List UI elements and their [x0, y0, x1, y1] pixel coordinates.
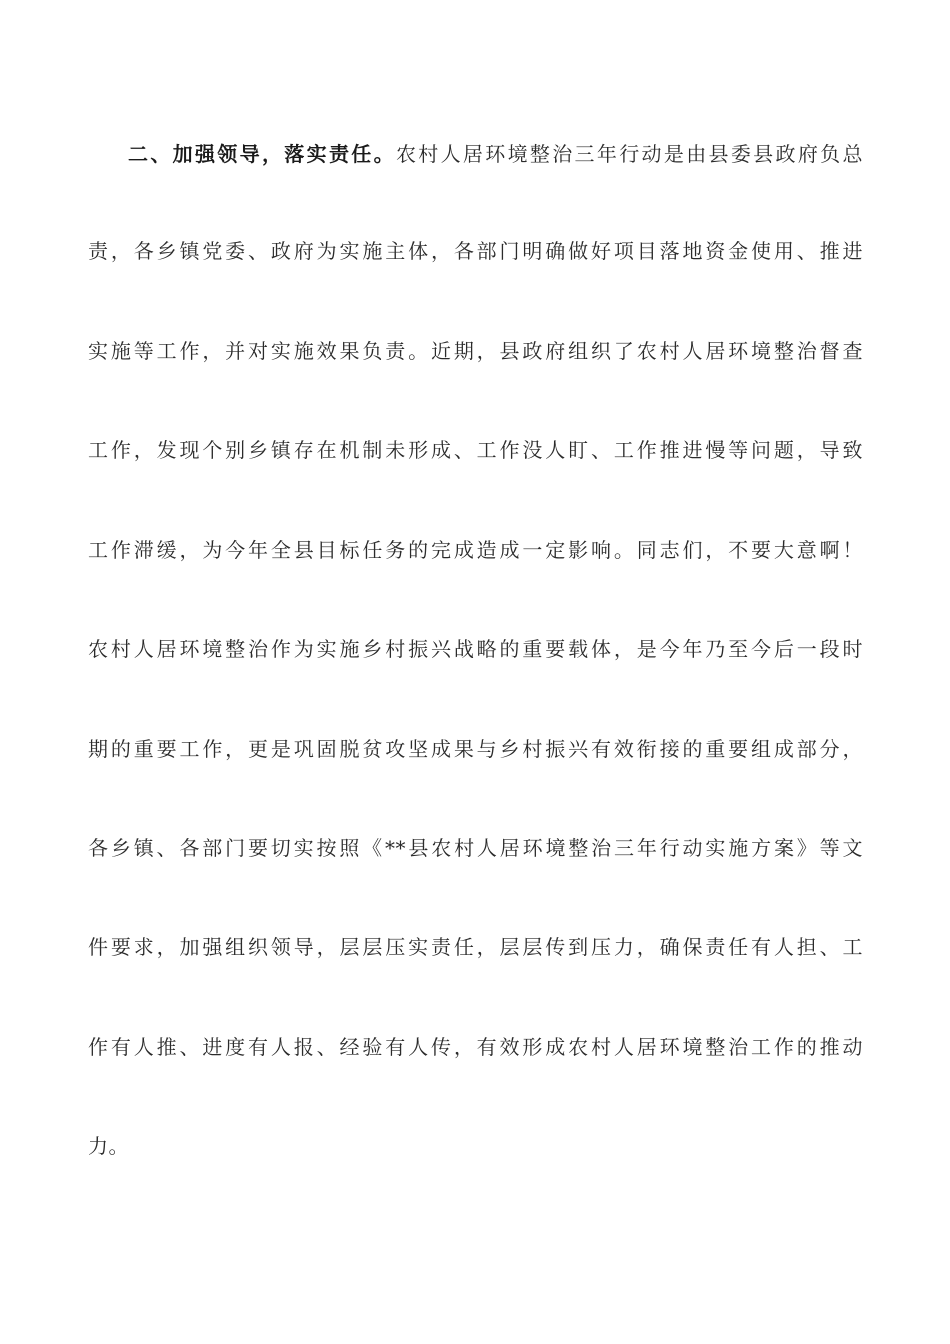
line-text: 农村人居环境整治三年行动是由县委县政府负总	[395, 142, 863, 166]
paragraph-line-4: 工作，发现个别乡镇存在机制未形成、工作没人盯、工作推进慢等问题，导致	[88, 438, 863, 462]
paragraph-line-2: 责，各乡镇党委、政府为实施主体，各部门明确做好项目落地资金使用、推进	[88, 239, 863, 263]
paragraph-line-1	[128, 134, 863, 174]
paragraph-line-10: 作有人推、进度有人报、经验有人传，有效形成农村人居环境整治工作的推动	[88, 1035, 863, 1059]
paragraph-line-6: 农村人居环境整治作为实施乡村振兴战略的重要载体，是今年乃至今后一段时	[88, 637, 863, 661]
paragraph-line-7: 期的重要工作，更是巩固脱贫攻坚成果与乡村振兴有效衔接的重要组成部分，	[88, 737, 863, 761]
section-heading: 二、加强领导，落实责任。	[128, 142, 396, 166]
paragraph-line-3: 实施等工作，并对实施效果负责。近期，县政府组织了农村人居环境整治督查	[88, 339, 863, 363]
paragraph-line-9: 件要求，加强组织领导，层层压实责任，层层传到压力，确保责任有人担、工	[88, 935, 863, 959]
paragraph-line-5: 工作滞缓，为今年全县目标任务的完成造成一定影响。同志们，不要大意啊！	[88, 538, 863, 562]
paragraph-line-8: 各乡镇、各部门要切实按照《**县农村人居环境整治三年行动实施方案》等文	[88, 836, 863, 860]
paragraph-line-11: 力。	[88, 1134, 129, 1158]
